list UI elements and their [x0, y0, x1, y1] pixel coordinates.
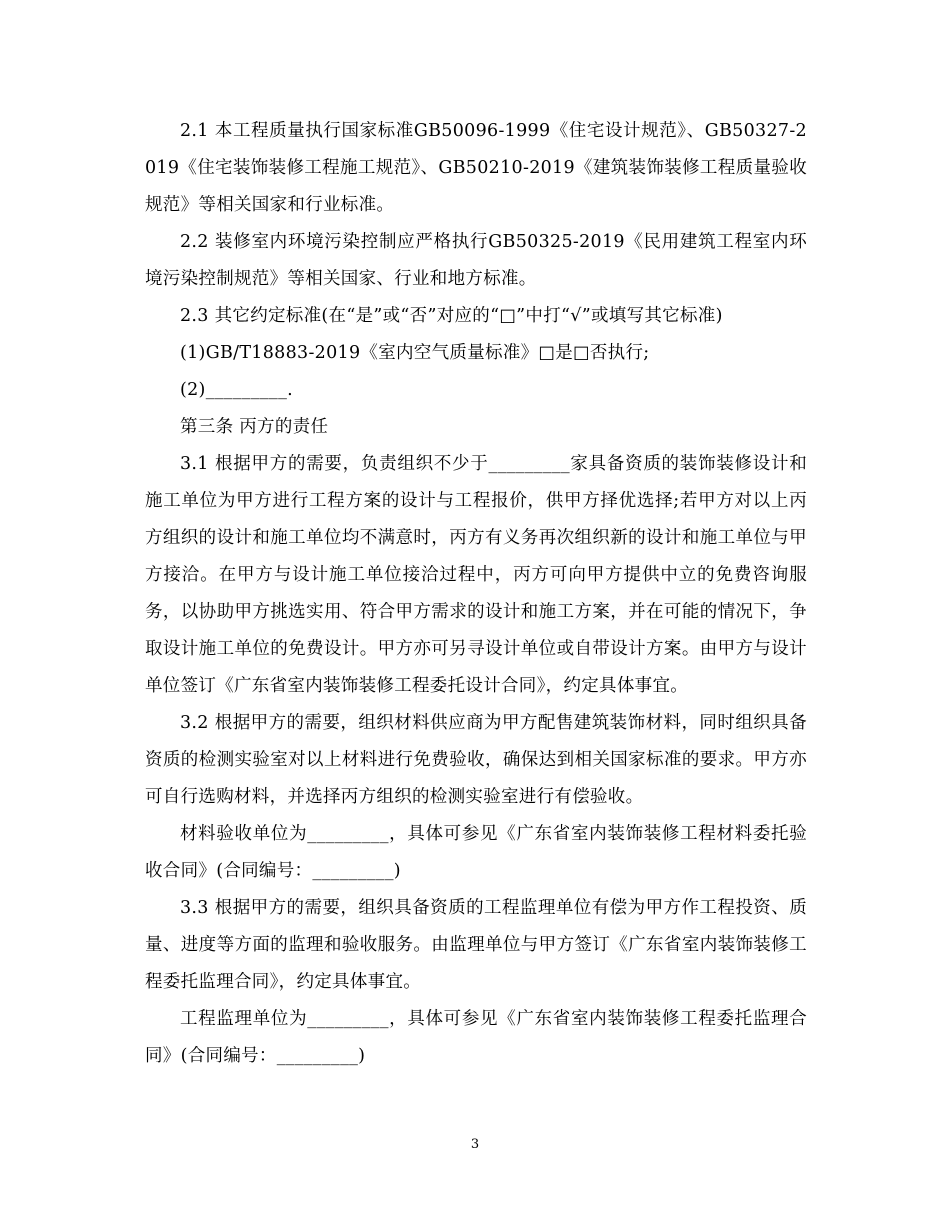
document-body	[145, 113, 807, 1075]
page-number: 3	[470, 1137, 480, 1152]
article-3-heading: 第三条 丙方的责任	[180, 417, 329, 437]
clause-2-3: 2.3 其它约定标准(在“是”或“否”对应的“□”中打“√”或填写其它标准)	[180, 306, 723, 326]
clause-2-3-item-1: (1)GB/T18883-2019《室内空气质量标准》□是□否执行;	[180, 343, 650, 363]
clause-3-2: 3.2 根据甲方的需要，组织材料供应商为甲方配售建筑装饰材料，同时组织具备资质的检测实验室对以上材料进行免费验收，确保达到相关国家标准的要求。甲方亦可自行选购材料，并选择丙方组织的检测实验室进行有偿验收。	[145, 713, 807, 807]
clause-3-1: 3.1 根据甲方的需要，负责组织不少于_________家具备资质的装饰装修设计和施工单位为甲方进行工程方案的设计与工程报价，供甲方择优选择;若甲方对以上丙方组织的设计和施工单位均不满意时，丙方有义务再次组织新的设计和施工单位与甲方接洽。在甲方与设计施工单位接洽过程中，丙方可向甲方提供中立的免费咨询服务，以协助甲方挑选实用、符合甲方需求的设计和施工方案，并在可能的情况下，争取设计施工单位的免费设计。甲方亦可另寻设计单位或自带设计方案。由甲方与设计单位签订《广东省室内装饰装修工程委托设计合同》，约定具体事宜。	[145, 454, 807, 696]
clause-3-3: 3.3 根据甲方的需要，组织具备资质的工程监理单位有偿为甲方作工程投资、质量、进度等方面的监理和验收服务。由监理单位与甲方签订《广东省室内装饰装修工程委托监理合同》，约定具体事宜。	[145, 898, 807, 992]
clause-2-2: 2.2 装修室内环境污染控制应严格执行GB50325-2019《民用建筑工程室内环境污染控制规范》等相关国家、行业和地方标准。	[145, 232, 807, 289]
clause-2-1: 2.1 本工程质量执行国家标准GB50096-1999《住宅设计规范》、GB50327-2019《住宅装饰装修工程施工规范》、GB50210-2019《建筑装饰装修工程质量验收规范》等相关国家和行业标准。	[145, 121, 807, 215]
material-inspection-unit: 材料验收单位为_________，具体可参见《广东省室内装饰装修工程材料委托验收合同》(合同编号：_________)	[145, 824, 807, 881]
supervision-unit: 工程监理单位为_________，具体可参见《广东省室内装饰装修工程委托监理合同》(合同编号：_________)	[145, 1009, 807, 1066]
clause-2-3-item-2: (2)_________.	[180, 380, 294, 400]
